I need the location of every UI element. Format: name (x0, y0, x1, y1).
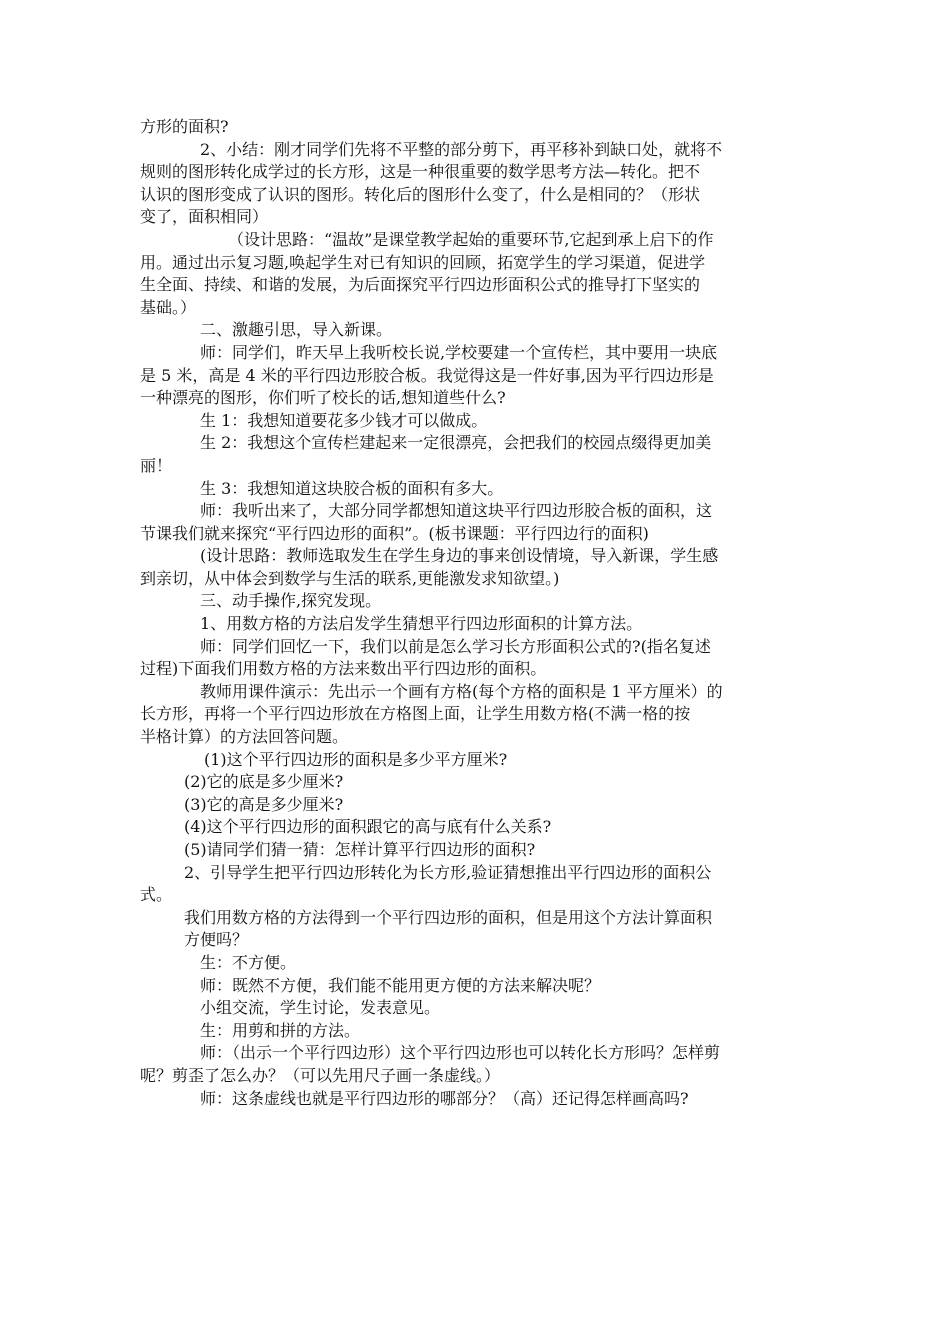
text-line: (4)这个平行四边形的面积跟它的高与底有什么关系? (184, 817, 552, 837)
text-line: 师：这条虚线也就是平行四边形的哪部分？（高）还记得怎样画高吗? (200, 1088, 689, 1108)
text-line: (设计思路：教师选取发生在学生身边的事来创设情境，导入新课，学生感 (200, 546, 719, 566)
text-line: (1)这个平行四边形的面积是多少平方厘米? (204, 749, 508, 769)
text-line: 生 1：我想知道要花多少钱才可以做成。 (200, 410, 488, 430)
text-line: 认识的图形变成了认识的图形。转化后的图形什么变了，什么是相同的？（形状 (140, 184, 701, 204)
text-line: 生 2：我想这个宣传栏建起来一定很漂亮，会把我们的校园点缀得更加美 (200, 433, 712, 453)
text-line: 用。通过出示复习题,唤起学生对已有知识的回顾，拓宽学生的学习渠道，促进学 (140, 252, 706, 272)
text-line: (5)请同学们猜一猜：怎样计算平行四边形的面积? (184, 840, 536, 859)
text-line: 到亲切，从中体会到数学与生活的联系,更能激发求知欲望。) (140, 568, 560, 588)
text-line: 我们用数方格的方法得到一个平行四边形的面积，但是用这个方法计算面积 (184, 907, 713, 927)
text-line: 基础。） (140, 297, 197, 317)
text-line: 师：既然不方便，我们能不能用更方便的方法来解决呢？ (200, 975, 601, 995)
text-line: 规则的图形转化成学过的长方形，这是一种很重要的数学思考方法—转化。把不 (140, 162, 701, 182)
text-line: 小组交流，学生讨论，发表意见。 (200, 998, 441, 1018)
text-line: 一种漂亮的图形，你们听了校长的话,想知道些什么? (140, 388, 506, 408)
text-line: 长方形，再将一个平行四边形放在方格图上面，让学生用数方格(不满一格的按 (140, 704, 691, 724)
text-line: 生 3：我想知道这块胶合板的面积有多大。 (200, 478, 504, 498)
text-line: (3)它的高是多少厘米? (184, 794, 344, 814)
text-line: 1、用数方格的方法启发学生猜想平行四边形面积的计算方法。 (200, 614, 643, 634)
text-line: 生：用剪和拼的方法。 (200, 1020, 361, 1040)
text-line: 2、引导学生把平行四边形转化为长方形,验证猜想推出平行四边形的面积公 (184, 862, 712, 882)
text-line: 式。 (140, 885, 173, 905)
document-body (140, 116, 810, 1110)
text-line: 2、小结：刚才同学们先将不平整的部分剪下，再平移补到缺口处，就将不 (200, 139, 723, 159)
text-line: 呢？剪歪了怎么办？（可以先用尺子画一条虚线。） (140, 1065, 501, 1085)
text-line: 节课我们就来探究“平行四边形的面积”。(板书课题：平行四边行的面积) (140, 523, 649, 543)
text-line: 方形的面积? (140, 117, 229, 136)
text-line: 是 5 米，高是 4 米的平行四边形胶合板。我觉得这是一件好事,因为平行四边形是 (140, 365, 714, 385)
text-line: 师：（出示一个平行四边形）这个平行四边形也可以转化长方形吗？怎样剪 (200, 1043, 721, 1063)
text-line: 半格计算）的方法回答问题。 (140, 727, 349, 747)
text-line: 生全面、持续、和谐的发展，为后面探究平行四边形面积公式的推导打下坚实的 (140, 275, 701, 295)
text-line: 变了，面积相同） (140, 207, 269, 227)
text-line: （设计思路：“温故”是课堂教学起始的重要环节,它起到承上启下的作 (228, 229, 714, 249)
text-line: 师：我听出来了，大部分同学都想知道这块平行四边形胶合板的面积，这 (200, 501, 713, 521)
text-line: 师：同学们回忆一下，我们以前是怎么学习长方形面积公式的?(指名复述 (200, 636, 711, 656)
text-line: 过程)下面我们用数方格的方法来数出平行四边形的面积。 (140, 659, 547, 679)
text-line: 丽！ (140, 455, 173, 475)
text-line: (2)它的底是多少厘米? (184, 772, 344, 792)
text-line: 生：不方便。 (200, 952, 297, 972)
text-line: 三、动手操作,探究发现。 (200, 591, 382, 611)
text-line: 教师用课件演示：先出示一个画有方格(每个方格的面积是 1 平方厘米）的 (200, 681, 723, 701)
text-line: 二、激趣引思，导入新课。 (200, 320, 393, 340)
text-line: 师：同学们，昨天早上我听校长说,学校要建一个宣传栏，其中要用一块底 (200, 342, 718, 362)
text-line: 方便吗？ (184, 930, 249, 950)
